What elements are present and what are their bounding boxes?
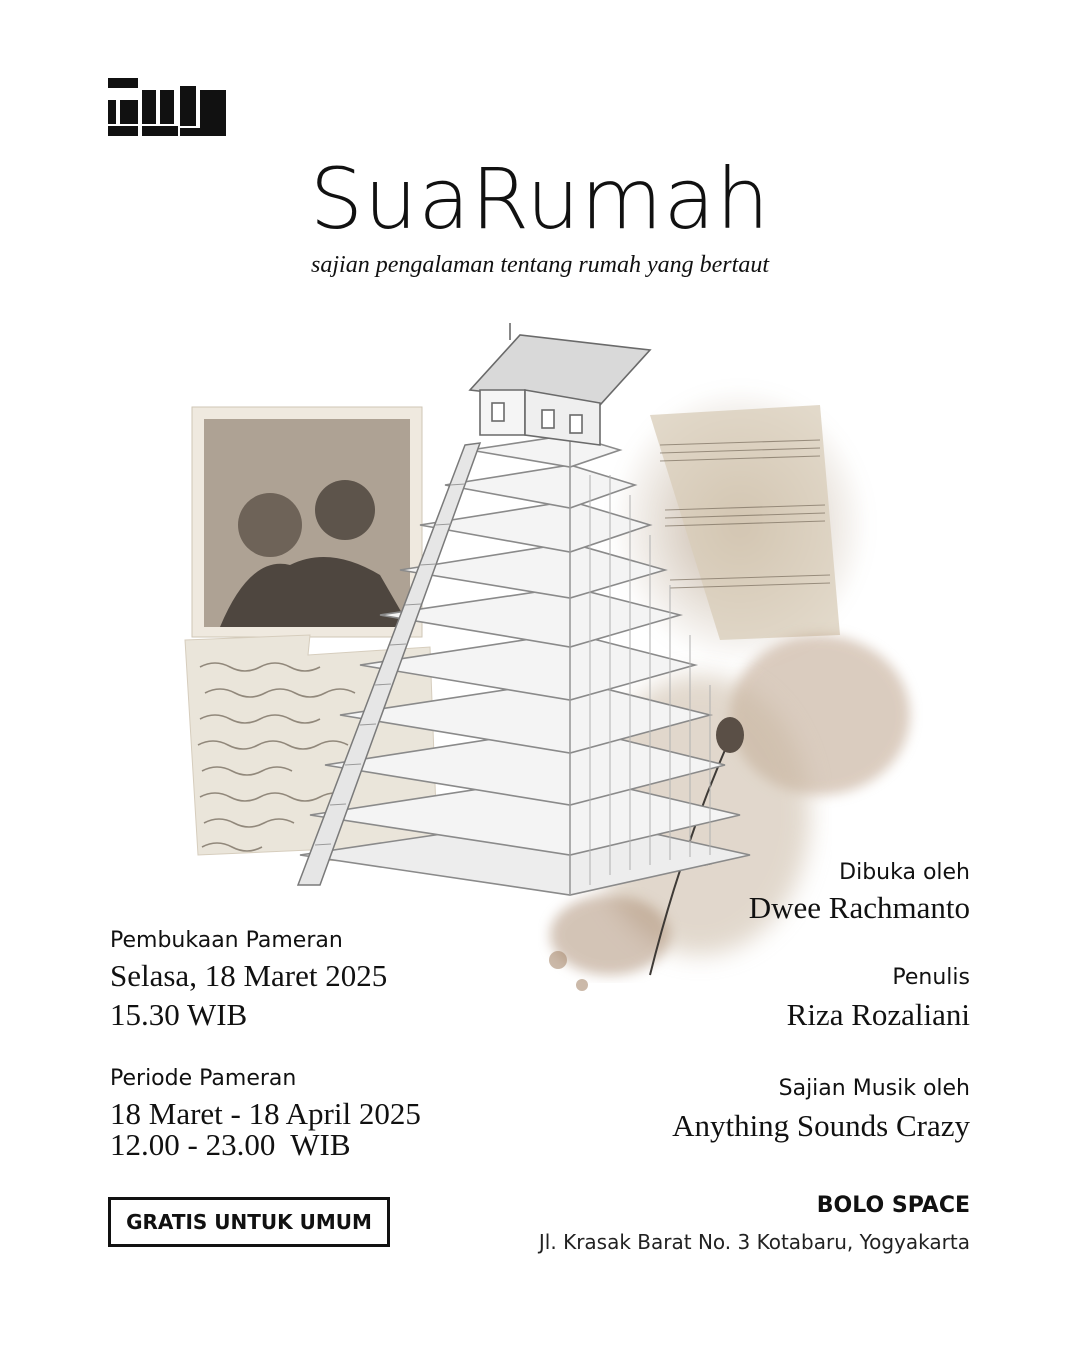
exhibition-title: SuaRumah bbox=[309, 150, 771, 248]
opening-label: Pembukaan Pameran bbox=[110, 928, 343, 953]
vintage-photo bbox=[192, 407, 422, 637]
opened-by-label: Dibuka oleh bbox=[839, 860, 970, 885]
opening-time: 15.30 WIB bbox=[110, 997, 248, 1032]
period-dates: 18 Maret - 18 April 2025 bbox=[110, 1096, 421, 1131]
opened-by-name: Dwee Rachmanto bbox=[748, 890, 970, 925]
free-admission-badge: GRATIS UNTUK UMUM bbox=[108, 1197, 390, 1247]
music-label: Sajian Musik oleh bbox=[778, 1076, 970, 1101]
period-label: Periode Pameran bbox=[110, 1066, 297, 1091]
writer-label: Penulis bbox=[892, 965, 970, 990]
writer-name: Riza Rozaliani bbox=[786, 997, 970, 1032]
venue-name: BOLO SPACE bbox=[816, 1193, 970, 1218]
venue-address: Jl. Krasak Barat No. 3 Kotabaru, Yogyakarta bbox=[538, 1230, 970, 1254]
exhibition-subtitle: sajian pengalaman tentang rumah yang bertaut bbox=[311, 252, 769, 278]
opening-date: Selasa, 18 Maret 2025 bbox=[110, 958, 388, 993]
house-on-top bbox=[470, 323, 650, 445]
music-name: Anything Sounds Crazy bbox=[672, 1108, 970, 1143]
bolo-space-logo bbox=[108, 78, 226, 136]
period-hours: 12.00 - 23.00 WIB bbox=[110, 1127, 351, 1162]
